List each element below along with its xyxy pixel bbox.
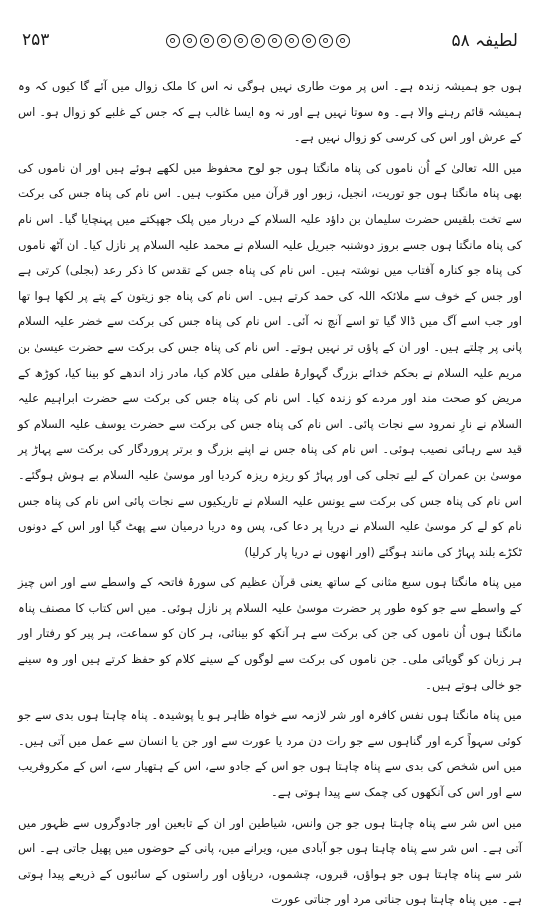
page-body — [18, 74, 522, 918]
ornament-ring-icon — [166, 34, 180, 48]
paragraph: میں پناہ مانگتا ہوں سبع مثانی کے ساتھ یعنی قرآن عظیم کی سورۂ فاتحہ کے واسطے سے اور اس چیز کے واسطے سے جو کوہ طور پر حضرت موسیٰ علیہ السلام پر نازل ہوئی۔ میں اس کتاب کا مصنف پناہ مانگتا ہوں اُن ناموں کی جن کی برکت سے ہر آنکھ کو بینائی، ہر کان کو سماعت، ہر پیر کو رفتار اور ہر زبان کو گویائی ملی۔ جن ناموں کی برکت سے لوگوں کے سینے کلام کو حفظ کرتے ہیں اور وہ سینے جو خالی ہوتے ہیں۔ — [18, 575, 522, 692]
ornament-ring-icon — [319, 34, 333, 48]
ornament-ring-icon — [336, 34, 350, 48]
ornament-ring-icon — [302, 34, 316, 48]
paragraph: میں اللہ تعالیٰ کے اُن ناموں کی پناہ مانگتا ہوں جو لوح محفوظ میں لکھے ہوئے ہیں اور ان ناموں کی بھی پناہ مانگتا ہوں جو توریت، انجیل، زبور اور قرآن میں مکتوب ہیں۔ اس نام کی پناہ جس کی برکت سے تخت بلقیس حضرت سلیمان بن داؤد علیہ السلام کے دربار میں پلک جھپکتے میں پہنچایا گیا۔ اس نام کی پناہ مانگتا ہوں جسے بروز دوشنبہ جبریل علیہ السلام نے محمد علیہ السلام پر نازل کیا۔ ان آٹھ ناموں کی پناہ جو کنارہ آفتاب میں نوشتہ ہیں۔ اس نام کی پناہ جس کے تقدس کا ذکر رعد (بجلی) کرتی ہے اور جس کے خوف سے ملائکہ اللہ کی حمد کرتے ہیں۔ اس نام کی پناہ جو زیتون کے پتے پر لکھا ہوا تھا اور جب اسے آگ میں ڈالا گیا تو اسے آنچ نہ آئی۔ اس نام کی پناہ جس کی برکت سے خضر علیہ السلام پانی پر چلتے ہیں۔ اور ان کے پاؤں تر نہیں ہوتے۔ اس نام کی پناہ جس کی برکت سے حضرت عیسیٰ بن مریم علیہ السلام نے بحکم خدائے بزرگ گہوارۂ طفلی میں کلام کیا، مادر زاد اندھے کو بینا کیا، کوڑھ کے مریض کو صحت مند اور مردے کو زندہ کیا۔ اس نام کی پناہ جس کی برکت سے حضرت ابراہیم علیہ السلام نے نارِ نمرود سے نجات پائی۔ اس نام کی پناہ جس کی برکت سے حضرت یوسف علیہ السلام کو قید سے رہائی نصیب ہوئی۔ اس نام کی پناہ جس نے اپنے بزرگ و برتر پروردگار کی برکت سے پہاڑ پر موسیٰ بن عمران کے لیے تجلی کی اور پہاڑ کو ریزہ ریزہ کردیا اور موسیٰ علیہ السلام بے ہوش ہوگئے۔ اس نام کی پناہ جس کی برکت سے یونس علیہ السلام نے تاریکیوں سے نجات پائی اس نام کی پناہ جس نام کو لے کر موسیٰ علیہ السلام نے دریا پر دعا کی، پس وہ دریا درمیان سے پھٹ گیا اور اس کے دونوں ٹکڑے بلند پہاڑ کی مانند ہوگئے (اور انھوں نے دریا پار کرلیا) — [18, 160, 522, 559]
ornament-ring-icon — [200, 34, 214, 48]
page-header — [18, 28, 522, 62]
ornament-ring-icon — [183, 34, 197, 48]
ornament-ring-icon — [285, 34, 299, 48]
ornament-ring-icon — [234, 34, 248, 48]
ornament-ring-icon — [268, 34, 282, 48]
ornament-ring-icon — [251, 34, 265, 48]
section-title: لطیفہ ۵۸ — [451, 31, 518, 51]
paragraph: میں پناہ مانگتا ہوں نفس کافرہ اور شر لازمہ سے خواہ ظاہر ہو یا پوشیدہ۔ پناہ چاہتا ہوں بدی سے جو کوئی سہواً کرے اور گناہوں سے جو رات دن مرد یا عورت سے اور جن یا انسان سے عمل میں آتی ہیں۔ میں اس شخص کی بدی سے پناہ چاہتا ہوں جو اس کے جادو سے، اس کے ہتھیار سے، اس کے مکروفریب سے اور اس کی آنکھوں کی چمک سے پیدا ہوتی ہے۔ — [18, 708, 522, 800]
paragraph: میں اس شر سے پناہ چاہتا ہوں جو جن وانس، شیاطین اور ان کے تابعین اور جادوگروں سے ظہور میں آتی ہے۔ اس شر سے پناہ چاہتا ہوں جو آبادی میں، ویرانے میں، پانی کے حوضوں میں پھیل جاتی ہے۔ اس شر سے پناہ چاہتا ہوں جو ہواؤں، قبروں، چشموں، دریاؤں اور راستوں کے سائبوں کے ذریعے پیدا ہوتی ہے۔ میں پناہ چاہتا ہوں جناتی مرد اور جناتی عورت — [18, 815, 522, 907]
page-number: ۲۵۳ — [22, 30, 50, 50]
header-ornament — [166, 34, 350, 48]
paragraph: ہوں جو ہمیشہ زندہ ہے۔ اس پر موت طاری نہیں ہوگی نہ اس کا ملک زوال میں آئے گا کیوں کہ وہ ہمیشہ قائم رہنے والا ہے۔ وہ سوتا نہیں ہے اور نہ وہ ایسا غالب ہے کہ جس کے غلبے کو زوال ہو۔ اس کے عرش اور اس کی کرسی کو زوال نہیں ہے۔ — [18, 79, 522, 145]
ornament-ring-icon — [217, 34, 231, 48]
